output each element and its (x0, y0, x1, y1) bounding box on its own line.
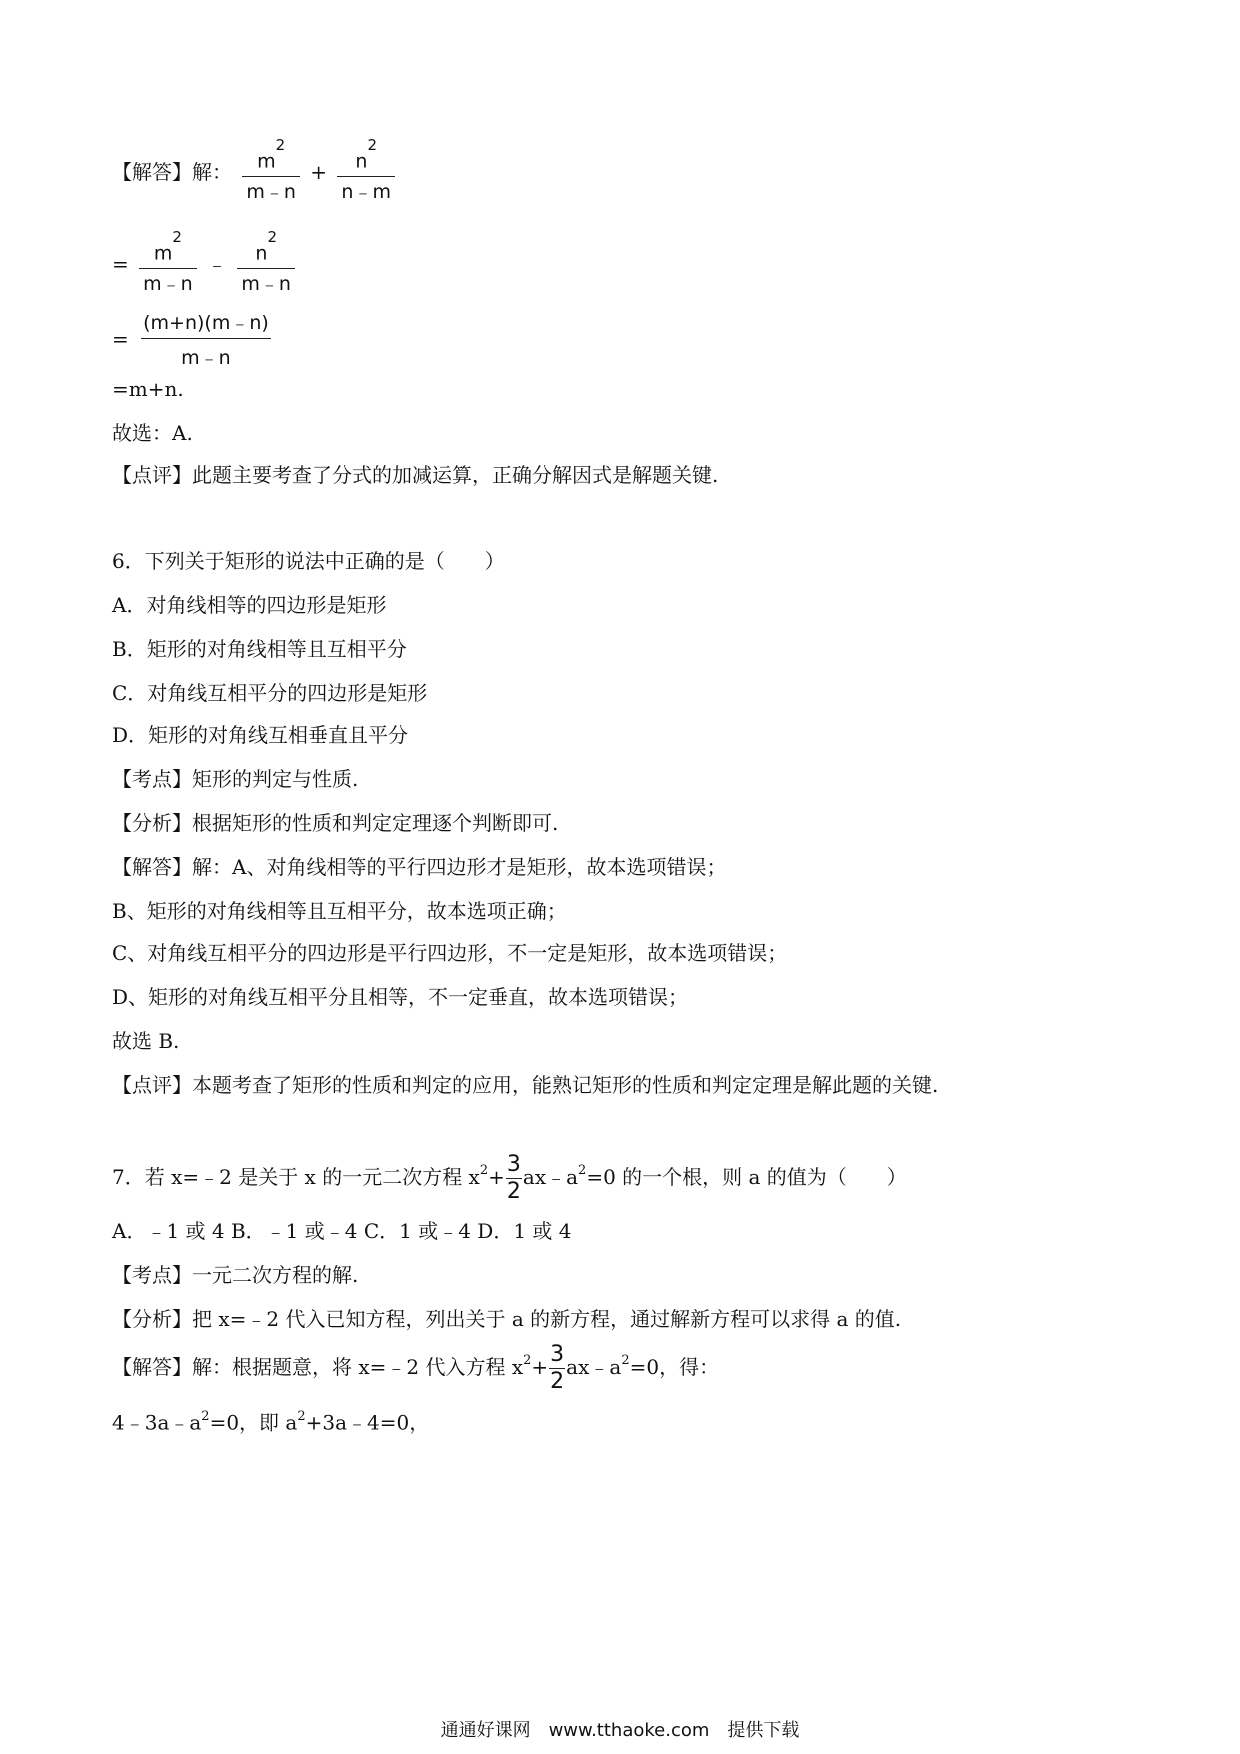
q5-answer-line: 【解答】解： $\frac{m^2}{m﹣n}$ + $\frac{n^2}{n﹣m}$ (112, 142, 399, 205)
q7-fenxi: 【分析】把 x=﹣2 代入已知方程，列出关于 a 的新方程，通过解新方程可以求得 a 的值. (112, 1307, 902, 1331)
q6-option-c: C．对角线互相平分的四边形是矩形 (112, 681, 428, 705)
fraction-m2-over-m-n: $\frac{m^2}{m﹣n}$ (242, 142, 300, 205)
q6-jieda-2: B、矩形的对角线相等且互相平分，故本选项正确； (112, 899, 567, 923)
fraction-n2-over-n-m: $\frac{n^2}{n﹣m}$ (337, 142, 395, 205)
page-footer: 通通好课网 www.tthaoke.com 提供下载 (440, 1720, 800, 1741)
q6-fenxi: 【分析】根据矩形的性质和判定定理逐个判断即可. (112, 811, 559, 835)
q7-last-line: $4﹣3a﹣a^2=0$，即 $a^2+3a﹣4=0$， (112, 1409, 430, 1435)
fraction-3-over-2: $\frac{3}{2}$ (506, 1152, 521, 1204)
q7-question: 7．若 x=﹣2 是关于 x 的一元二次方程 $x^2+$ $\frac{3}{2}$ $ax﹣a^2=0$ 的一个根，则 a 的值为（ ） (112, 1152, 907, 1204)
q5-comment: 【点评】此题主要考查了分式的加减运算，正确分解因式是解题关键. (112, 463, 719, 487)
q6-question: 6．下列关于矩形的说法中正确的是（ ） (112, 549, 505, 573)
q5-step1: = $\frac{m^2}{m﹣n}$ ﹣ $\frac{n^2}{m﹣n}$ (112, 234, 299, 297)
q5-step3: =m+n. (112, 377, 184, 401)
q6-jieda-4: D、矩形的对角线互相平分且相等，不一定垂直，故本选项错误； (112, 985, 689, 1009)
q5-choice: 故选：A. (112, 421, 193, 445)
q5-answer-lead: 【解答】解： (112, 160, 232, 185)
q6-option-a: A．对角线相等的四边形是矩形 (112, 593, 387, 617)
fraction-3-over-2: $\frac{3}{2}$ (550, 1342, 565, 1394)
q7-options: A．﹣1 或 4 B．﹣1 或﹣4 C．1 或﹣4 D．1 或 4 (112, 1219, 572, 1243)
q7-kaodian: 【考点】一元二次方程的解. (112, 1263, 359, 1287)
q6-jieda-3: C、对角线互相平分的四边形是平行四边形，不一定是矩形，故本选项错误； (112, 941, 788, 965)
q7-jieda: 【解答】解：根据题意，将 x=﹣2 代入方程 $x^2+$ $\frac{3}{2}$ $ax﹣a^2=0$，得： (112, 1342, 720, 1394)
q6-choice: 故选 B. (112, 1029, 180, 1053)
q5-step2: = $\frac{(m+n)(m﹣n)}{m﹣n}$ (112, 312, 269, 369)
q6-option-d: D．矩形的对角线互相垂直且平分 (112, 723, 409, 747)
q6-jieda-1: 【解答】解：A、对角线相等的平行四边形才是矩形，故本选项错误； (112, 855, 727, 879)
q6-option-b: B．矩形的对角线相等且互相平分 (112, 637, 407, 661)
q6-kaodian: 【考点】矩形的判定与性质. (112, 767, 359, 791)
q6-comment: 【点评】本题考查了矩形的性质和判定的应用，能熟记矩形的性质和判定定理是解此题的关键. (112, 1073, 939, 1097)
